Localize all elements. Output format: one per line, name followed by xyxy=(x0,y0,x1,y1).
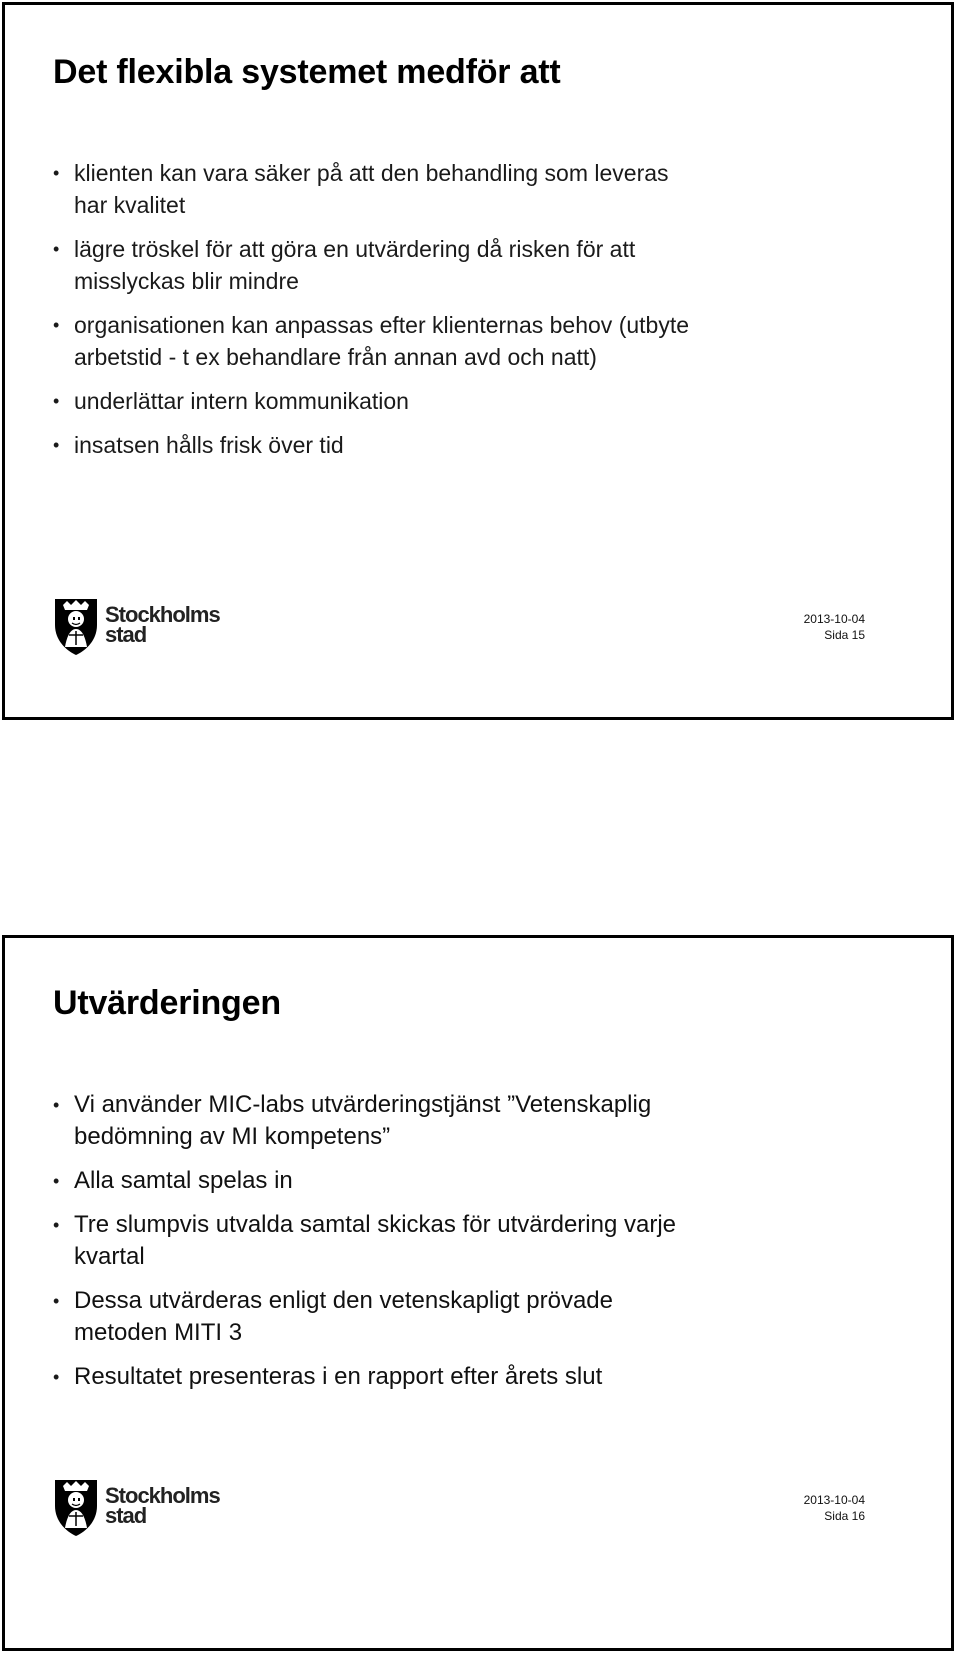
bullet-icon: • xyxy=(53,1171,60,1191)
bullet-item xyxy=(53,385,693,417)
bullet-icon: • xyxy=(53,163,60,183)
bullet-icon: • xyxy=(53,239,60,259)
bullet-text: lägre tröskel för att göra en utvärdering då risken för att misslyckas blir mindre xyxy=(74,236,636,294)
bullet-text: Alla samtal spelas in xyxy=(74,1167,293,1194)
slide-footer xyxy=(804,1492,865,1524)
bullet-text: insatsen hålls frisk över tid xyxy=(74,432,344,458)
bullet-item xyxy=(53,1285,693,1349)
stockholm-coat-of-arms-icon xyxy=(53,595,223,657)
bullet-item xyxy=(53,157,693,221)
slide-footer xyxy=(804,611,865,643)
slide-page-number: Sida 15 xyxy=(824,628,865,642)
bullet-icon: • xyxy=(53,1291,60,1311)
bullet-item xyxy=(53,233,693,297)
bullet-list xyxy=(53,157,693,473)
svg-text:Stockholms: Stockholms xyxy=(105,1483,220,1508)
slide-date: 2013-10-04 xyxy=(803,1493,865,1507)
slide-title: Det flexibla systemet medför att xyxy=(53,53,561,91)
bullet-text: klienten kan vara säker på att den behandling som leveras har kvalitet xyxy=(74,160,669,218)
slide-title: Utvärderingen xyxy=(53,984,281,1022)
bullet-icon: • xyxy=(53,391,60,411)
bullet-item xyxy=(53,309,693,373)
slide-16 xyxy=(2,935,954,1651)
bullet-text: Tre slumpvis utvalda samtal skickas för utvärdering varje kvartal xyxy=(74,1211,676,1270)
svg-text:Stockholms: Stockholms xyxy=(105,602,220,627)
svg-text:stad: stad xyxy=(105,622,147,647)
svg-text:stad: stad xyxy=(105,1503,147,1528)
bullet-item xyxy=(53,429,693,461)
bullet-icon: • xyxy=(53,1367,60,1387)
bullet-item xyxy=(53,1089,693,1153)
stockholm-coat-of-arms-icon xyxy=(53,1476,223,1538)
bullet-text: organisationen kan anpassas efter klienternas behov (utbyte arbetstid - t ex behandlare från annan avd och natt) xyxy=(74,312,690,370)
bullet-text: underlättar intern kommunikation xyxy=(74,388,409,414)
bullet-icon: • xyxy=(53,1095,60,1115)
bullet-item xyxy=(53,1209,693,1273)
bullet-icon: • xyxy=(53,315,60,335)
bullet-icon: • xyxy=(53,1215,60,1235)
bullet-icon: • xyxy=(53,435,60,455)
bullet-text: Vi använder MIC-labs utvärderingstjänst ”Vetenskaplig bedömning av MI kompetens” xyxy=(74,1091,652,1150)
bullet-list xyxy=(53,1089,693,1405)
bullet-item xyxy=(53,1361,693,1393)
bullet-text: Dessa utvärderas enligt den vetenskapligt prövade metoden MITI 3 xyxy=(74,1287,613,1346)
bullet-text: Resultatet presenteras i en rapport efter årets slut xyxy=(74,1363,603,1390)
slide-date: 2013-10-04 xyxy=(803,612,865,626)
slide-15 xyxy=(2,2,954,720)
bullet-item xyxy=(53,1165,693,1197)
slide-page-number: Sida 16 xyxy=(824,1509,865,1523)
